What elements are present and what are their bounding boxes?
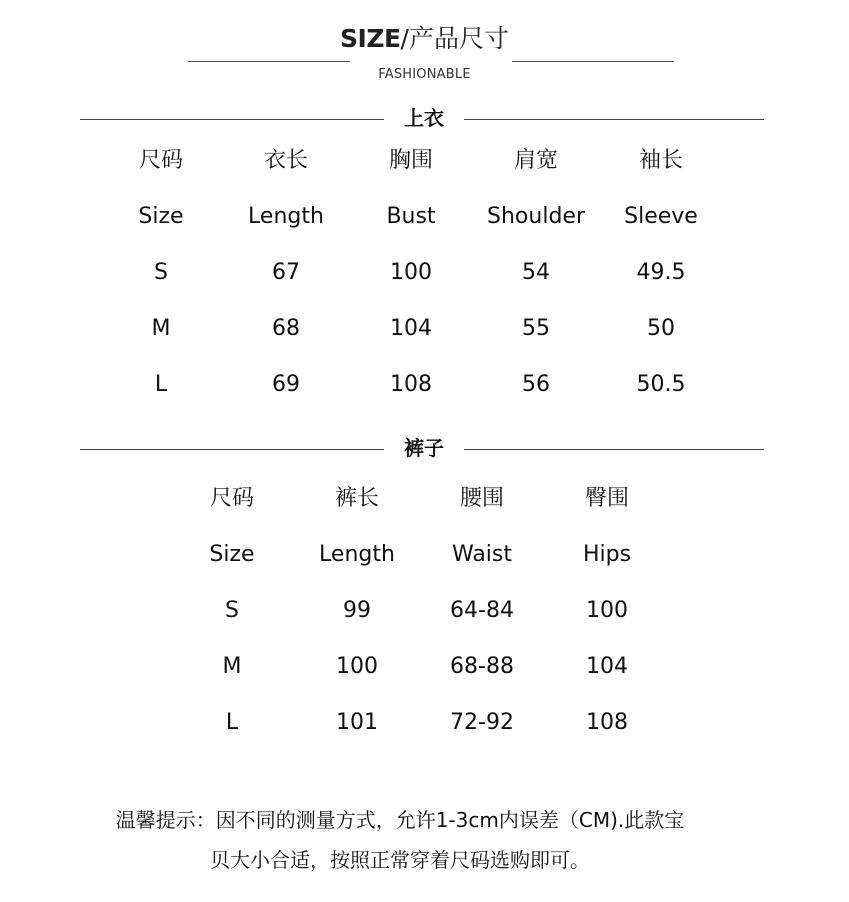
page-title <box>0 22 849 56</box>
tops-section-title: 上衣 <box>404 106 444 130</box>
tops-row-3-cell: 50.5 <box>636 372 686 397</box>
pants-header-en-cell: Size <box>209 542 255 567</box>
title-size: SIZE <box>340 24 401 53</box>
tops-header-en-cell: Size <box>138 204 184 229</box>
tops-row-1-cell: S <box>154 260 168 285</box>
tops-header-cn-cell: 袖长 <box>638 148 683 173</box>
pants-row-2-cell: M <box>222 654 242 679</box>
tops-divider-left <box>80 119 384 120</box>
pants-header-en-cell: Waist <box>451 542 513 567</box>
pants-header-cn-cell: 尺码 <box>209 486 254 511</box>
tops-header-en-cell: Sleeve <box>624 204 698 229</box>
tops-row-1-cell: 100 <box>390 260 432 285</box>
pants-row-2-cell: 68-88 <box>450 654 514 679</box>
tops-header-en-cell: Bust <box>386 204 436 229</box>
pants-row-2-cell: 104 <box>586 654 628 679</box>
pants-row-1-cell: 99 <box>343 598 371 623</box>
tops-row-2-cell: 68 <box>272 316 300 341</box>
tops-row-2-cell: 50 <box>647 316 675 341</box>
tops-row-3-cell: 69 <box>272 372 300 397</box>
tops-row-2-cell: M <box>151 316 171 341</box>
pants-header-cn-cell: 臀围 <box>584 486 629 511</box>
tops-row-1-cell: 54 <box>522 260 550 285</box>
pants-header-en-cell: Length <box>319 542 395 567</box>
tops-row-2-cell: 55 <box>522 316 550 341</box>
pants-row-2-cell: 100 <box>336 654 378 679</box>
title-product-size: /产品尺寸 <box>400 24 509 53</box>
tops-row-3-cell: 108 <box>390 372 432 397</box>
pants-section-title: 裤子 <box>404 436 444 460</box>
tops-header-cn-cell: 胸围 <box>388 148 433 173</box>
tops-header-cn-cell: 尺码 <box>138 148 183 173</box>
tops-row-1-cell: 67 <box>272 260 300 285</box>
tops-row-3-cell: 56 <box>522 372 550 397</box>
pants-header-en-cell: Hips <box>582 542 632 567</box>
header-divider-left <box>188 61 350 62</box>
pants-divider-right <box>464 449 764 450</box>
pants-row-3-cell: 108 <box>586 710 628 735</box>
tops-header-cn-cell: 衣长 <box>263 148 308 173</box>
pants-header-cn-cell: 腰围 <box>459 486 504 511</box>
tops-header-cn-cell: 肩宽 <box>513 148 558 173</box>
tops-row-2-cell: 104 <box>390 316 432 341</box>
size-note-line-1: 温馨提示：因不同的测量方式，允许1-3cm内误差（CM).此款宝 <box>115 808 685 832</box>
pants-row-1-cell: 64-84 <box>450 598 514 623</box>
size-note-line-2: 贝大小合适，按照正常穿着尺码选购即可。 <box>210 848 590 872</box>
tops-header-en-cell: Shoulder <box>487 204 585 229</box>
tops-header-en-cell: Length <box>248 204 324 229</box>
tops-row-1-cell: 49.5 <box>636 260 686 285</box>
tops-divider-right <box>464 119 764 120</box>
pants-header-cn-cell: 裤长 <box>334 486 379 511</box>
pants-row-1-cell: 100 <box>586 598 628 623</box>
pants-divider-left <box>80 449 384 450</box>
pants-row-3-cell: 72-92 <box>450 710 514 735</box>
page-subtitle: FASHIONABLE <box>378 67 471 82</box>
header-divider-right <box>512 61 674 62</box>
pants-row-1-cell: S <box>225 598 239 623</box>
pants-row-3-cell: L <box>225 710 239 735</box>
pants-row-3-cell: 101 <box>336 710 378 735</box>
tops-row-3-cell: L <box>154 372 168 397</box>
